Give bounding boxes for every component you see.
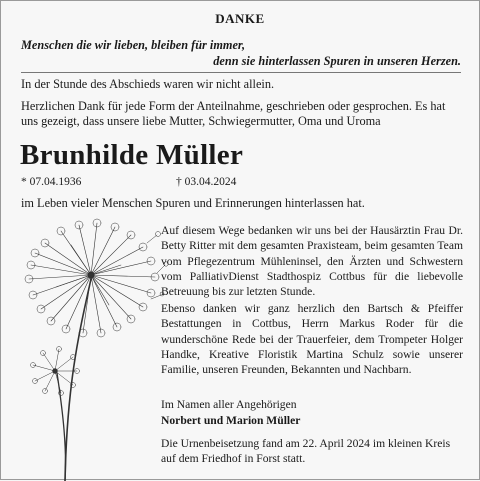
notice-title: DANKE xyxy=(215,11,265,26)
dandelion-icon xyxy=(19,213,169,481)
death-date: † 03.04.2024 xyxy=(176,176,237,188)
thanks-paragraph-1: Auf diesem Wege bedanken wir uns bei der Hausärztin Frau Dr. Betty Ritter mit dem gesamten Praxisteam, beim gesamten Team vom Pflegezentrum Mühleninsel, den Ärzten und Schwestern vom PalliativDienst Stadthospiz Cottbus für die liebevolle Betreuung bis zur letzten Stunde. xyxy=(161,224,463,299)
signature-intro: Im Namen aller Angehörigen xyxy=(161,398,297,411)
thanks-paragraph-2: Ebenso danken wir ganz herzlich den Bartsch & Pfeiffer Bestattungen in Cottbus, Herrn Markus Roder für die wunderschöne Rede bei der Trauerfeier, dem Trompeter Holger Handke, Kreative Floristik Martina Schulz sowie unserer Familie, unseren Freunden, Bekannten und Nachbarn. xyxy=(161,302,463,377)
deceased-name: Brunhilde Müller xyxy=(20,139,244,171)
motto xyxy=(21,37,461,69)
motto-line-1: Menschen die wir lieben, bleiben für immer, xyxy=(21,38,246,52)
legacy-line: im Leben vieler Menschen Spuren und Erinnerungen hinterlassen hat. xyxy=(21,196,365,210)
divider xyxy=(21,72,461,73)
birth-date: * 07.04.1936 xyxy=(21,176,82,188)
intro-thanks: Herzlichen Dank für jede Form der Anteilnahme, geschrieben oder gesprochen. Es hat uns gezeigt, dass unsere liebe Mutter, Schwiegermutter, Oma und Uroma xyxy=(21,99,446,129)
signature-names: Norbert und Marion Müller xyxy=(161,414,301,427)
closing-note: Die Urnenbeisetzung fand am 22. April 2024 im kleinen Kreis auf dem Friedhof in Forst statt. xyxy=(161,437,451,465)
intro-line: In der Stunde des Abschieds waren wir nicht allein. xyxy=(21,77,275,91)
motto-line-2: denn sie hinterlassen Spuren in unseren Herzen. xyxy=(213,54,461,68)
